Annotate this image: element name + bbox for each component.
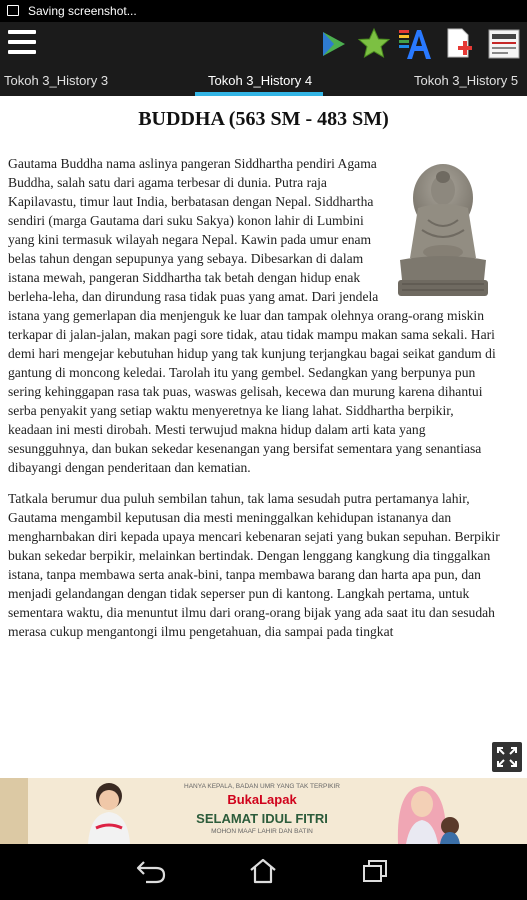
status-bar [0, 0, 527, 22]
article-paragraph: Tatkala berumur dua puluh sembilan tahun, tak lama sesudah putra pertamanya lahir, Gautama mengambil keputusan dia mesti meninggalkan kehidupan istananya dan mengharnbakan diri kepada upaya mencari kebenaran sejati yang bukan sepuhan. Berpikir bukan sekedar berpikir, melainkan bertindak. Dengan lenggang kangkung dia tinggalkan istana, tanpa membawa serta anak-bini, tanpa membawa barang dan harta apa pun, dan menjadi gelandangan dengan tidak seperser pun di kantong. Langkah pertama, untuk sementara waktu, dia menuntut ilmu dari orang-orang bijak yang ada saat itu dan sesudah merasa cukup mengantongi ilmu pengetahuan, dia sampai pada tingkat [8, 491, 500, 639]
app-logo-icon[interactable] [486, 26, 522, 62]
ad-banner[interactable] [0, 778, 527, 844]
article-content[interactable] [0, 96, 527, 778]
ad-small-text: HANYA KEPALA, BADAN UMR YANG TAK TERPIKIR [184, 783, 340, 790]
screenshot-icon [7, 5, 19, 16]
add-page-icon[interactable] [440, 26, 476, 62]
home-icon[interactable] [246, 856, 280, 886]
status-text: Saving screenshot... [28, 4, 137, 18]
star-icon[interactable] [356, 26, 392, 62]
back-icon[interactable] [134, 856, 168, 886]
font-size-icon[interactable] [397, 26, 433, 62]
ad-mother-image [380, 778, 464, 844]
play-icon[interactable] [315, 26, 351, 62]
toolbar [0, 22, 527, 66]
tab-history-3[interactable]: Tokoh 3_History 3 [4, 73, 109, 88]
ad-child-image [78, 778, 140, 844]
tab-history-5[interactable]: Tokoh 3_History 5 [414, 73, 519, 88]
paragraph-1-text: Gautama Buddha nama aslinya pangeran Siddhartha pendiri Agama Buddha, salah satu dari agama terbesar di dunia. Putra raja Kapilavastu, timur laut India, berbatasan dengan Nepal. Siddhartha sendiri (marga Gautama dari suku Sakya) konon lahir di Lumbini yang kini termasuk wilayah negara Nepal. Kawin pada umur enam belas tahun dengan sepupunya yang sebaya. Dibesarkan di dalam istana mewah, pangeran Siddhartha tak betah dengan hidup enak berleha-leha, dan dirundung rasa tidak puas yang amat. Dari jendela istana yang gemerlapan dia menjenguk ke luar dan tampak olehnya orang-orang miskin terkapar di jalan-jalan, makan pagi sore tidak, atau tidak mampu makan sama sekali. Hari demi hari mengejar kebutuhan hidup yang tak kunjung terjangkau bagai seikat gandum di gantung di moncong keledai. Tarolah itu yang gembel. Sedangkan yang berpunya pun sering kehinggapan rasa tak puas, waswas gelisah, kecewa dan murung karena dihantui serba penyakit yang setiap waktu menyeretnya ke liang lahat. Siddhartha berpikir, keadaan ini mesti dirobah. Mesti terwujud makna hidup dalam arti kata yang sesungguhnya, dan bukan sekedar kesenangan yang bersifat sementara yang senantiasa dibayangi dengan penderitaan dan kematian. [8, 156, 496, 475]
recent-apps-icon[interactable] [358, 856, 392, 886]
fullscreen-button[interactable] [492, 742, 522, 772]
ad-brand: BukaLapak [227, 792, 297, 807]
article-body [8, 154, 500, 653]
ad-headline: SELAMAT IDUL FITRI [196, 811, 328, 826]
article-title: BUDDHA (563 SM - 483 SM) [138, 108, 389, 130]
buddha-statue-image [388, 160, 498, 300]
ad-decoration [0, 778, 28, 844]
tab-history-4[interactable]: Tokoh 3_History 4 [208, 73, 313, 88]
expand-icon [492, 742, 522, 772]
ad-sub-text: MOHON MAAF LAHIR DAN BATIN [211, 828, 313, 835]
article-paragraph [8, 154, 500, 477]
menu-icon[interactable] [8, 30, 36, 58]
navigation-bar [0, 844, 527, 900]
